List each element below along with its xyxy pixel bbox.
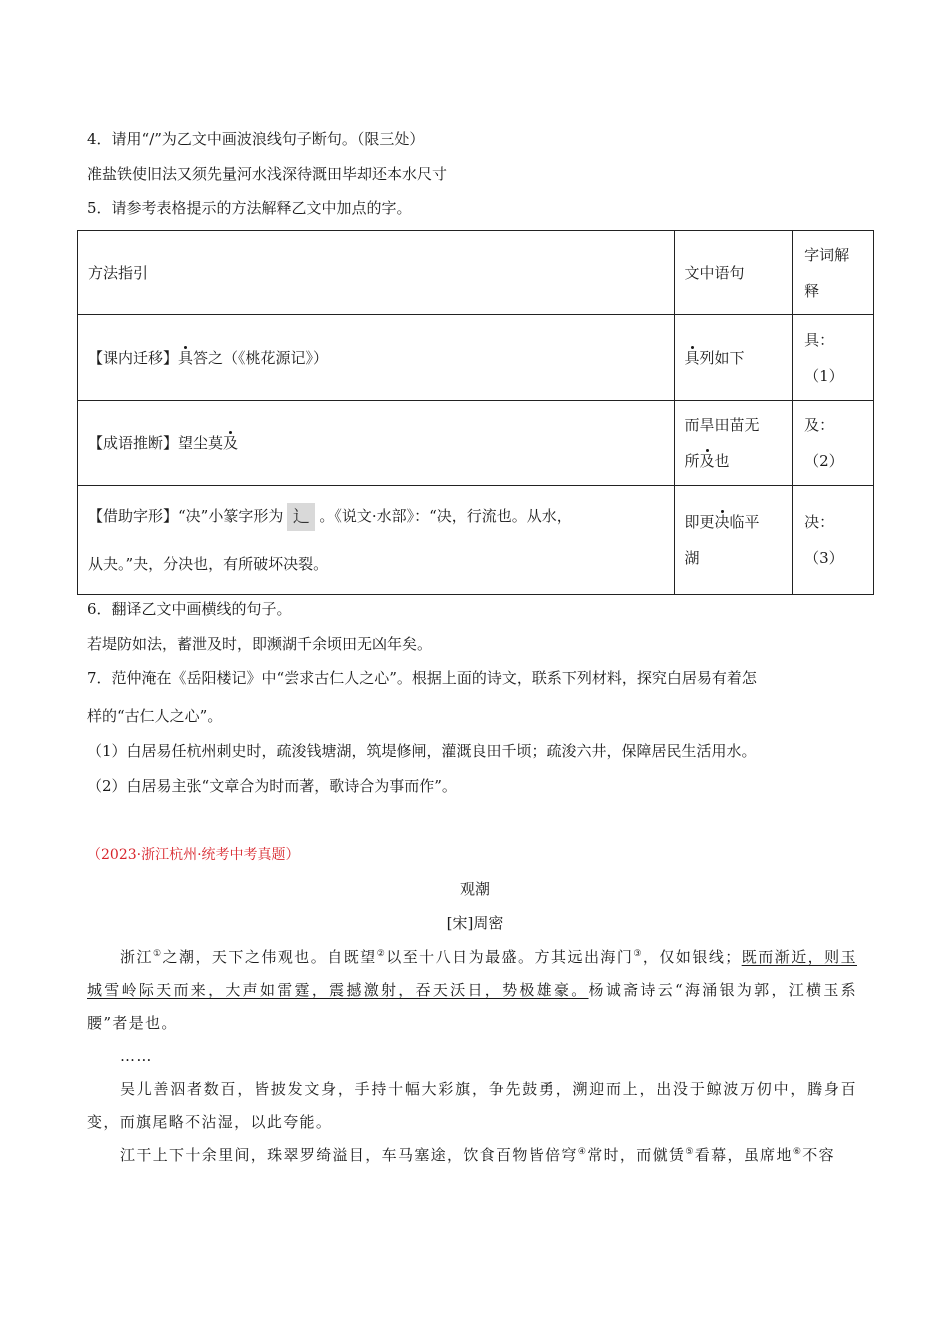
row2-sentence: 而旱田苗无 所及也	[674, 401, 793, 486]
dotted-char: 具	[684, 348, 700, 367]
row2-guide: 【成语推断】望尘莫及	[78, 401, 675, 486]
header-guide: 方法指引	[78, 231, 675, 315]
passage-title: 观潮	[459, 880, 490, 898]
question-5-prompt: 5．请参考表格提示的方法解释乙文中加点的字。	[87, 199, 412, 217]
passage-paragraph: 江干上下十余里间，珠翠罗绮溢目，车马塞途，饮食百物皆倍穹④常时，而僦赁⑤看幕，虽席地⑥不容	[120, 1146, 835, 1164]
question-4-prompt: 4．请用“/”为乙文中画波浪线句子断句。（限三处）	[87, 130, 425, 148]
answer-blank: （1）	[804, 366, 844, 385]
row3-sentence: 即更决临平 湖	[674, 486, 793, 595]
passage-paragraph: 吴儿善泅者数百，皆披发文身，手持十幅大彩旗，争先鼓勇，溯迎而上，出没于鲸波万仞中，腾身百变，而旗尾略不沾湿，以此夸能。	[87, 1080, 857, 1131]
table-row	[78, 486, 874, 595]
question-7-prompt-cont: 样的“古仁人之心”。	[87, 707, 223, 725]
question-6-sentence: 若堤防如法，蓄泄及时，即濒湖千余顷田无凶年矣。	[87, 635, 433, 653]
question-6-prompt: 6．翻译乙文中画横线的句子。	[87, 600, 292, 618]
exam-source-label: （2023·浙江杭州·统考中考真题）	[87, 847, 300, 863]
passage-paragraph: 浙江①之潮，天下之伟观也。自既望②以至十八日为最盛。方其远出海门③，仅如银线；既而渐近，则玉城雪岭际天而来，大声如雷霆，震撼激射，吞天沃日，势极雄豪。杨诚斋诗云“海涌银为郭，江横玉系腰”者是也。	[87, 948, 857, 1032]
seal-script-glyph-image: 辶	[287, 503, 315, 531]
row1-answer: 具： （1）	[793, 315, 874, 401]
header-sentence: 文中语句	[674, 231, 793, 315]
row1-guide: 【课内迁移】具答之（《桃花源记》）	[78, 315, 675, 401]
question-7-prompt: 7．范仲淹在《岳阳楼记》中“尝求古仁人之心”。根据上面的诗文，联系下列材料，探究白居易有着怎	[87, 669, 757, 687]
dotted-char: 具	[178, 348, 194, 367]
table-row	[78, 315, 874, 401]
answer-blank: （2）	[804, 452, 844, 470]
passage-body	[87, 941, 857, 1172]
dotted-char: 及	[699, 452, 715, 470]
passage-author: [宋]周密	[446, 914, 504, 932]
table-header-row	[78, 231, 874, 315]
question-7-material-1: （1）白居易任杭州刺史时，疏浚钱塘湖，筑堤修闸，灌溉良田千顷；疏浚六井，保障居民生活用水。	[87, 742, 757, 760]
row3-answer: 决： （3）	[793, 486, 874, 595]
table-row	[78, 401, 874, 486]
row1-sentence: 具列如下	[674, 315, 793, 401]
method-table	[77, 230, 874, 595]
question-7-material-2: （2）白居易主张“文章合为时而著，歌诗合为事而作”。	[87, 777, 457, 795]
passage-ellipsis: ……	[120, 1047, 153, 1065]
dotted-char: 决	[714, 513, 730, 531]
row2-answer: 及： （2）	[793, 401, 874, 486]
dotted-char: 及	[223, 434, 239, 452]
row3-guide: 【借助字形】“决”小篆字形为 辶 。《说文·水部》：“决，行流也。从水， 从夬。”夬，分决也，有所破坏决裂。	[78, 486, 675, 595]
header-explanation: 字词解释	[793, 231, 874, 315]
answer-blank: （3）	[804, 549, 844, 567]
underlined-sentence: 既而渐近，则玉城雪岭际天而来，大声如雷霆，震撼激射，吞天沃日，势极雄豪。	[87, 948, 857, 999]
question-4-sentence: 准盐铁使旧法又须先量河水浅深待溉田毕却还本水尺寸	[87, 165, 448, 183]
